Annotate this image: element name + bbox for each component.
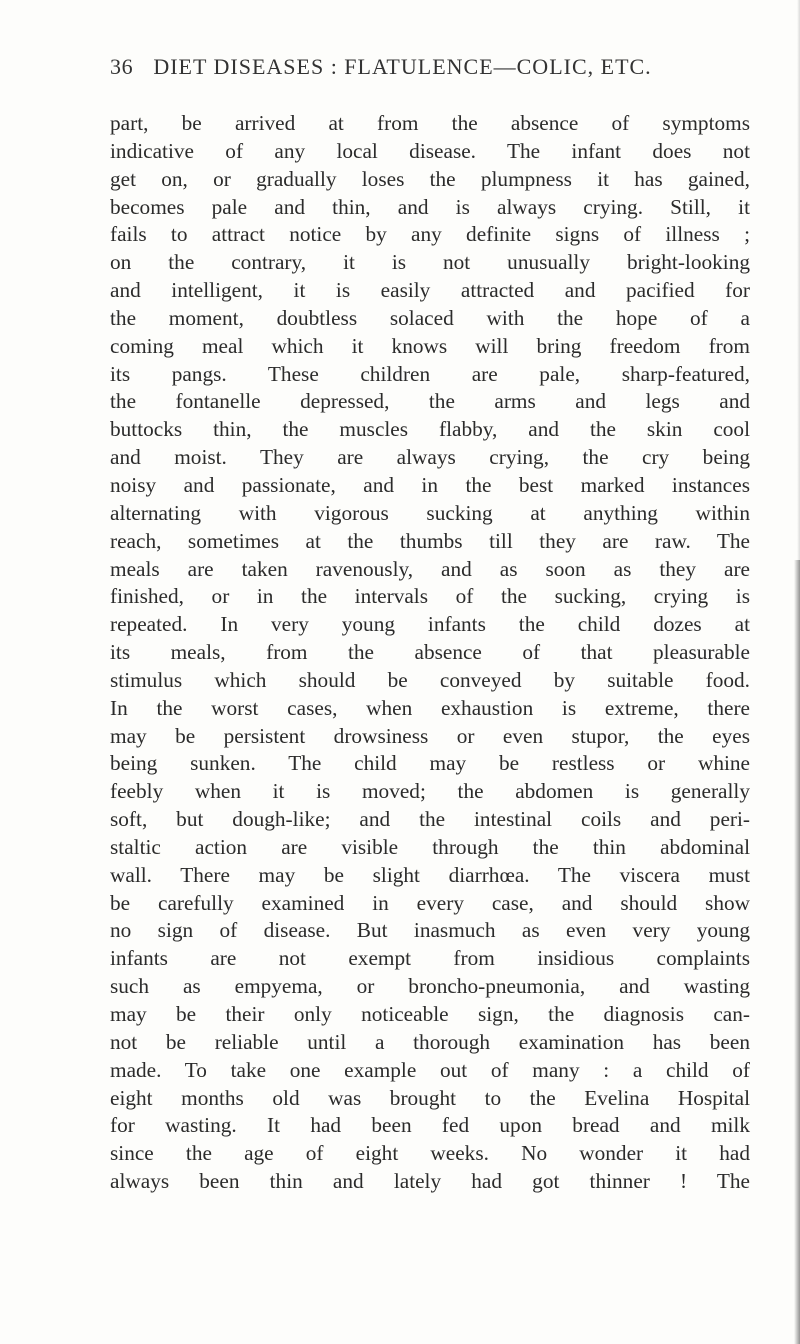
text-line: not be reliable until a thorough examination has been xyxy=(110,1029,750,1054)
text-line: staltic action are visible through the thin abdominal xyxy=(110,834,750,859)
text-line: fails to attract notice by any definite signs of illness ; xyxy=(110,222,750,247)
text-line: on the contrary, it is not unusually bright-looking xyxy=(110,250,750,275)
text-line: wall. There may be slight diarrhœa. The viscera must xyxy=(110,862,750,887)
text-line: meals are taken ravenously, and as soon as they are xyxy=(110,556,750,581)
text-line: being sunken. The child may be restless or whine xyxy=(110,751,750,776)
text-line: the fontanelle depressed, the arms and legs and xyxy=(110,389,750,414)
text-line: made. To take one example out of many : a child of xyxy=(110,1057,750,1082)
text-line: may be their only noticeable sign, the diagnosis can- xyxy=(110,1002,750,1026)
running-title: DIET DISEASES : FLATULENCE—COLIC, ETC. xyxy=(153,54,652,79)
text-line: alternating with vigorous sucking at anything within xyxy=(110,500,750,525)
text-line: feebly when it is moved; the abdomen is generally xyxy=(110,779,750,804)
text-line: its pangs. These children are pale, sharp-featured, xyxy=(110,361,750,386)
text-line: infants are not exempt from insidious complaints xyxy=(110,946,750,971)
text-line: finished, or in the intervals of the sucking, crying is xyxy=(110,584,750,609)
text-line: noisy and passionate, and in the best marked instances xyxy=(110,472,750,497)
text-line: since the age of eight weeks. No wonder it had xyxy=(110,1141,750,1166)
text-line: for wasting. It had been fed upon bread and milk xyxy=(110,1113,750,1138)
body-text xyxy=(110,110,750,1196)
text-line: buttocks thin, the muscles flabby, and the skin cool xyxy=(110,417,750,442)
text-line: stimulus which should be conveyed by suitable food. xyxy=(110,667,750,692)
text-line: eight months old was brought to the Evelina Hospital xyxy=(110,1085,750,1110)
page-number: 36 xyxy=(110,54,134,79)
text-line: soft, but dough-like; and the intestinal coils and peri- xyxy=(110,807,750,832)
text-line: may be persistent drowsiness or even stupor, the eyes xyxy=(110,723,750,748)
text-line: and intelligent, it is easily attracted and pacified for xyxy=(110,278,750,303)
text-line: no sign of disease. But inasmuch as even very young xyxy=(110,918,750,943)
text-line: get on, or gradually loses the plumpness it has gained, xyxy=(110,166,750,191)
text-line: part, be arrived at from the absence of symptoms xyxy=(110,111,750,135)
text-line: the moment, doubtless solaced with the hope of a xyxy=(110,305,750,330)
text-line: In the worst cases, when exhaustion is extreme, there xyxy=(110,695,750,720)
page-edge-shadow xyxy=(794,560,800,1344)
text-line: always been thin and lately had got thinner ! The xyxy=(110,1169,750,1194)
text-line: reach, sometimes at the thumbs till they are raw. The xyxy=(110,528,750,553)
text-line: indicative of any local disease. The infant does not xyxy=(110,138,750,163)
running-header xyxy=(110,54,750,80)
text-line: becomes pale and thin, and is always crying. Still, it xyxy=(110,194,750,219)
text-line: such as empyema, or broncho-pneumonia, and wasting xyxy=(110,974,750,999)
text-line: coming meal which it knows will bring freedom from xyxy=(110,333,750,358)
text-line: and moist. They are always crying, the cry being xyxy=(110,445,750,470)
text-line: repeated. In very young infants the child dozes at xyxy=(110,612,750,637)
text-line: its meals, from the absence of that pleasurable xyxy=(110,640,750,665)
text-line: be carefully examined in every case, and should show xyxy=(110,890,750,915)
